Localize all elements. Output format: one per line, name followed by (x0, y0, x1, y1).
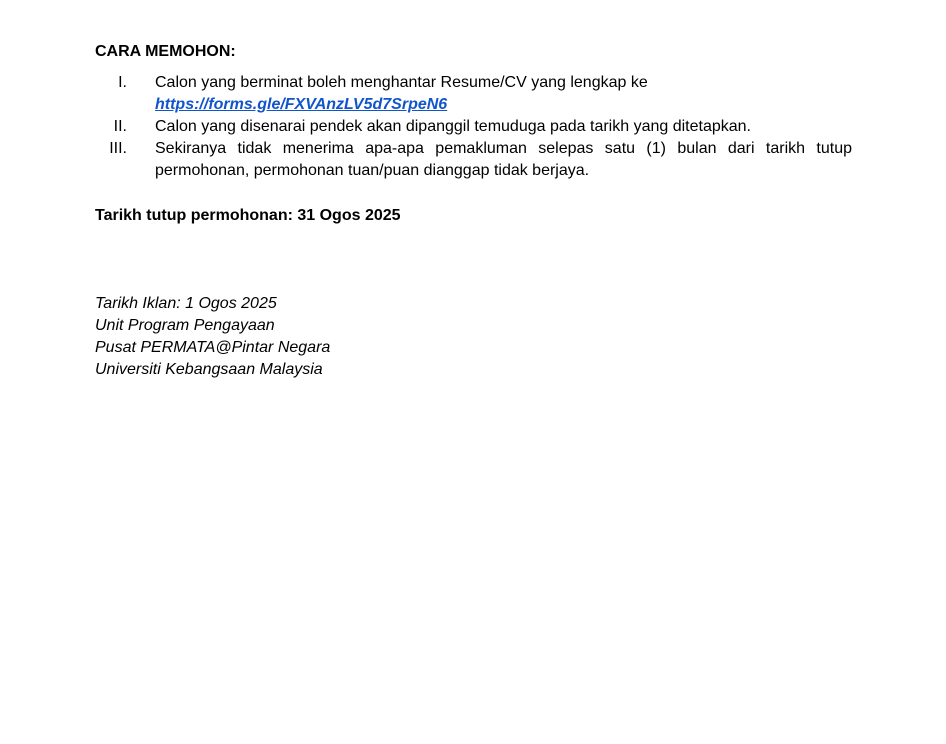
list-item-number: III. (109, 140, 127, 157)
list-item-text: Calon yang disenarai pendek akan dipanggil temuduga pada tarikh yang ditetapkan. (155, 118, 751, 135)
unit-name: Unit Program Pengayaan (95, 317, 275, 334)
centre-name: Pusat PERMATA@Pintar Negara (95, 339, 331, 356)
list-item (95, 72, 852, 116)
advertisement-date: Tarikh Iklan: 1 Ogos 2025 (95, 295, 277, 312)
list-item (95, 116, 852, 138)
list-item (95, 138, 852, 182)
application-steps-list (95, 72, 852, 182)
closing-date: Tarikh tutup permohonan: 31 Ogos 2025 (95, 207, 401, 224)
signoff-block (95, 293, 330, 381)
list-item-text: Calon yang berminat boleh menghantar Resume/CV yang lengkap ke (155, 74, 648, 91)
list-item-text: Sekiranya tidak menerima apa-apa pemakluman selepas satu (1) bulan dari tarikh tutup permohonan, permohonan tuan/puan dianggap tidak berjaya. (155, 140, 852, 179)
application-form-link[interactable]: https://forms.gle/FXVAnzLV5d7SrpeN6 (155, 96, 448, 113)
list-item-number: II. (113, 118, 127, 135)
section-heading: CARA MEMOHON: (95, 43, 236, 60)
university-name: Universiti Kebangsaan Malaysia (95, 361, 323, 378)
list-item-number: I. (118, 74, 127, 91)
